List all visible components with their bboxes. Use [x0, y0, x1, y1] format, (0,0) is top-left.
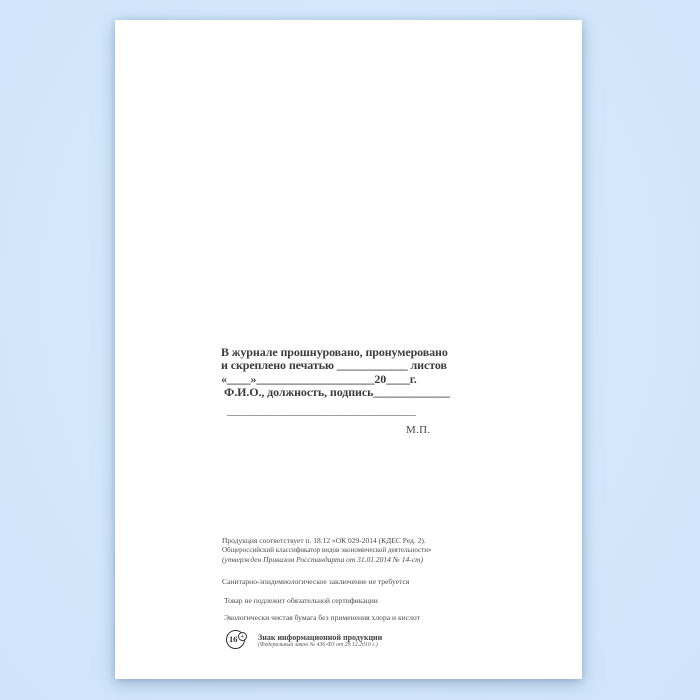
- stitching-certification-block: [221, 346, 461, 417]
- compliance-line-classifier: Общероссийский классификатор видов экономической деятельности»: [222, 546, 432, 554]
- note-sanitary: Санитарно-эпидемиологическое заключение не требуется: [222, 577, 410, 586]
- stitch-line-date: «____»____________________20____г.: [221, 371, 417, 386]
- stitch-line-laced: В журнале прошнуровано, пронумеровано: [221, 345, 448, 359]
- age-rating-plus-badge: +: [238, 632, 247, 641]
- age-rating-16plus-icon: [226, 630, 245, 649]
- note-eco-paper: Экологически чистая бумага без применения хлора и кислот: [224, 613, 420, 622]
- age-rating-row: [226, 630, 382, 649]
- stitch-line-name-position-signature: Ф.И.О., должность, подпись_____________: [224, 385, 451, 400]
- stitch-line-sealed-sheets: и скреплено печатью ____________ листов: [221, 358, 447, 373]
- compliance-line-order: (утвержден Приказом Росстандарта от 31.01.2014 № 14-ст): [222, 555, 423, 565]
- age-rating-number: 16: [229, 634, 238, 645]
- stamp-place-mark: М.П.: [406, 424, 431, 436]
- age-rating-text: [258, 633, 382, 649]
- stitch-line-blank-rule: ________________________________: [227, 402, 416, 417]
- compliance-block: [222, 536, 431, 565]
- age-rating-title: Знак информационной продукции: [258, 633, 383, 642]
- age-rating-law-reference: (Федеральный закон № 436-ФЗ от 29.12.2010 г.): [258, 642, 378, 648]
- journal-back-page: [115, 20, 582, 679]
- note-certification: Товар не подлежит обязательной сертификации: [224, 596, 378, 605]
- compliance-line-okved: Продукция соответствует п. 18.12 «ОК 029-2014 (КДЕС Ред. 2).: [222, 536, 426, 545]
